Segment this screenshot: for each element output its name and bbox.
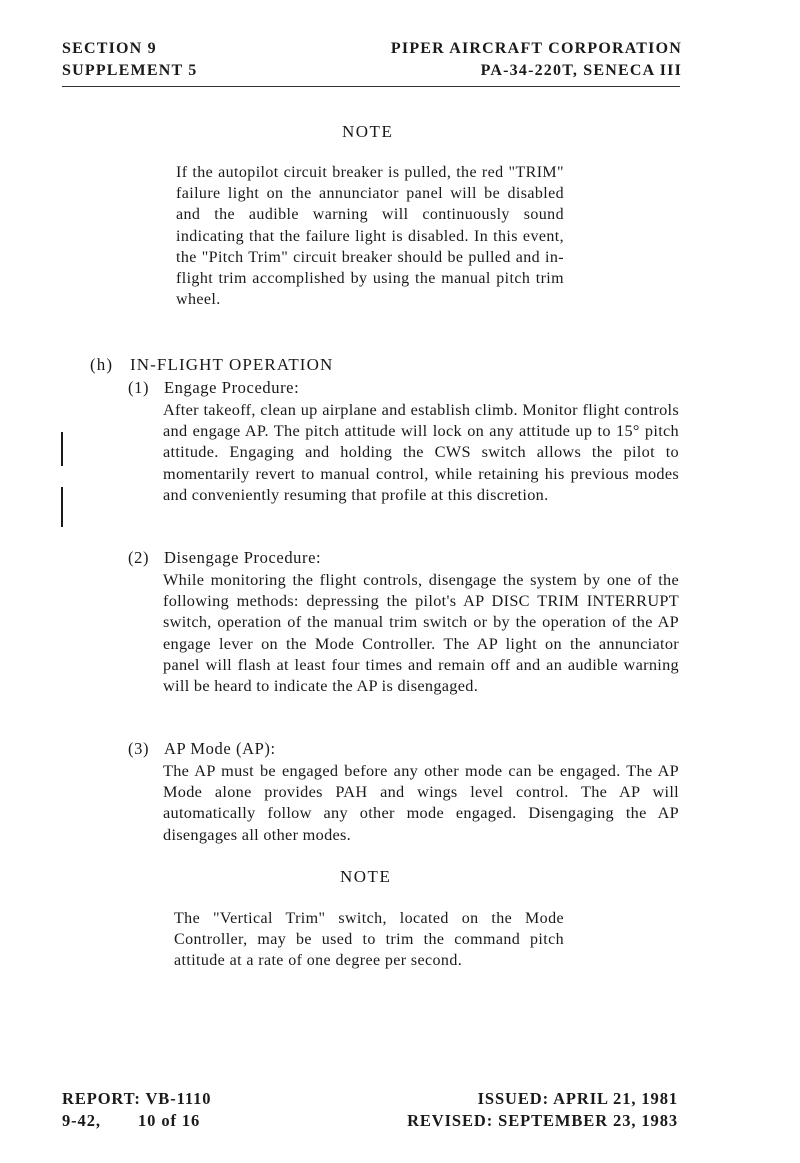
section-heading-label: (h) <box>90 355 114 374</box>
section-heading <box>90 355 333 375</box>
page-footer-right <box>407 1088 678 1132</box>
item-title: AP Mode (AP): <box>164 739 276 758</box>
aircraft-model: PA-34-220T, SENECA III <box>480 62 682 79</box>
item-number: (2) <box>128 548 150 567</box>
revision-change-bar <box>61 487 63 527</box>
note-title: NOTE <box>342 122 394 141</box>
page-number: 9-42, <box>62 1111 101 1130</box>
header-divider <box>62 86 680 87</box>
company-name: PIPER AIRCRAFT CORPORATION <box>390 40 682 57</box>
report-number: REPORT: VB-1110 <box>62 1089 212 1108</box>
revision-change-bar <box>61 432 63 466</box>
page-reference <box>62 1110 211 1132</box>
note-title: NOTE <box>340 867 392 886</box>
page-header-left <box>62 38 197 82</box>
item-text: After takeoff, clean up airplane and establish climb. Monitor flight controls and engage AP. The pitch attitude will lock on any attitude up to 15° pitch attitude. Engaging and holding the CWS switch allows the pilot to momentarily revert to manual control, while retaining his previous modes and conveniently resuming that profile at this discretion. <box>163 400 679 504</box>
item-title: Engage Procedure: <box>164 378 300 397</box>
page-footer-left <box>62 1088 211 1132</box>
item-title: Disengage Procedure: <box>164 548 322 567</box>
revised-date: REVISED: SEPTEMBER 23, 1983 <box>407 1111 678 1130</box>
page-header-right <box>391 38 682 82</box>
item-heading <box>128 739 276 759</box>
item-heading <box>128 378 299 398</box>
supplement-label: SUPPLEMENT 5 <box>62 62 198 79</box>
item-number: (3) <box>128 739 150 758</box>
section-heading-title: IN-FLIGHT OPERATION <box>130 355 334 374</box>
page-count: 10 of 16 <box>138 1111 201 1130</box>
note-text: If the autopilot circuit breaker is pulled, the red "TRIM" failure light on the annunciator panel will be disabled and the audible warning will continuously sound indicating that the failure light is disabled. In this event, the "Pitch Trim" circuit breaker should be pulled and in-flight trim accomplished by using the manual pitch trim wheel. <box>176 164 564 309</box>
item-text: While monitoring the flight controls, disengage the system by one of the following methods: depressing the pilot's AP DISC TRIM INTERRUPT switch, operation of the manual trim switch or by the operation of the AP engage lever on the Mode Controller. The AP light on the annunciator panel will flash at least four times and remain off and an audible warning will be heard to indicate the AP is disengaged. <box>163 570 679 696</box>
item-number: (1) <box>128 378 150 397</box>
item-heading <box>128 548 321 568</box>
issued-date: ISSUED: APRIL 21, 1981 <box>477 1089 678 1108</box>
note-text: The "Vertical Trim" switch, located on the Mode Controller, may be used to trim the command pitch attitude at a rate of one degree per second. <box>174 910 564 970</box>
item-text: The AP must be engaged before any other mode can be engaged. The AP Mode alone provides PAH and wings level control. The AP will automatically follow any other mode engaged. Disengaging the AP disengages all other modes. <box>163 761 679 844</box>
section-label: SECTION 9 <box>62 40 157 57</box>
